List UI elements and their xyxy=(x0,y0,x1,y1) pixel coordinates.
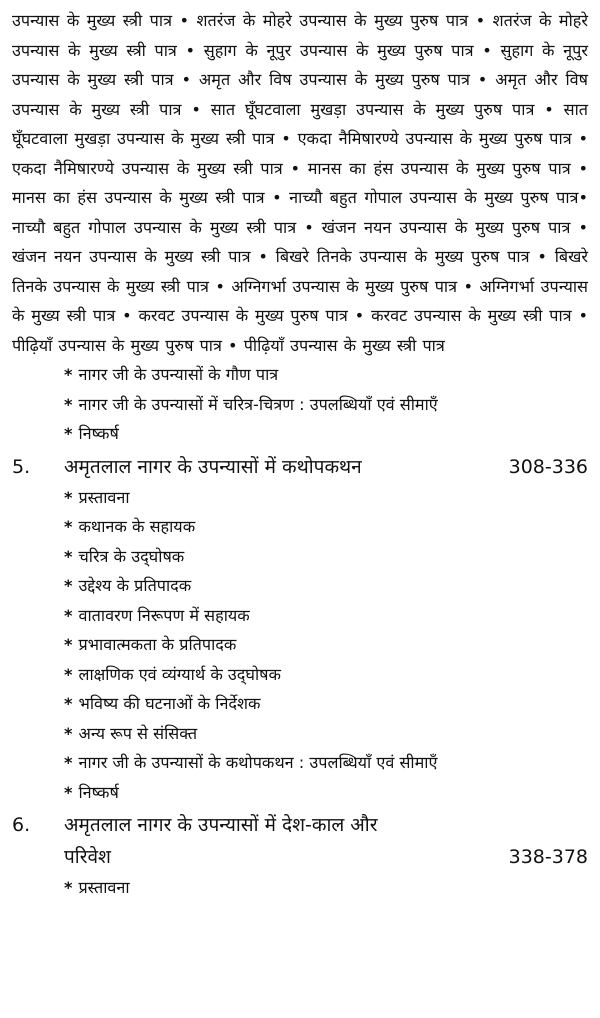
bullet-list-chapter5 xyxy=(12,483,588,808)
chapter-number: 5. xyxy=(12,455,31,478)
chapter-number: 6. xyxy=(12,814,31,836)
asterisk-icon: * xyxy=(64,424,73,443)
asterisk-icon: * xyxy=(64,394,73,414)
bullet-list-chapter6 xyxy=(12,873,588,903)
list-item: * नागर जी के उपन्यासों के कथोपकथन : उपलब्धियाँ एवं सीमाएँ xyxy=(64,753,438,772)
list-item: * वातावरण निरूपण में सहायक xyxy=(64,605,250,625)
chapter-title: अमृतलाल नागर के उपन्यासों में कथोपकथन xyxy=(64,455,362,478)
chapter-6-heading xyxy=(12,809,588,841)
asterisk-icon: * xyxy=(64,365,73,384)
chapter-page-range: 308-336 xyxy=(508,455,588,478)
list-item: * निष्कर्ष xyxy=(64,424,119,443)
asterisk-icon: * xyxy=(64,635,73,654)
list-item: * चरित्र के उद्‌घोषक xyxy=(64,546,185,566)
list-item: * प्रस्तावना xyxy=(64,487,130,507)
list-item: * लाक्षणिक एवं व्यंग्यार्थ के उद्‌घोषक xyxy=(64,664,281,684)
list-item: * भविष्य की घटनाओं के निर्देशक xyxy=(64,694,261,713)
chapter-title-line2: परिवेश xyxy=(64,846,111,868)
chapter-page-range: 338-378 xyxy=(508,846,588,868)
list-item: * नागर जी के उपन्यासों के गौण पात्र xyxy=(64,365,279,384)
bullet-list-chapter4-end xyxy=(12,360,588,449)
asterisk-icon: * xyxy=(64,753,73,772)
asterisk-icon: * xyxy=(64,517,73,536)
list-item: * कथानक के सहायक xyxy=(64,517,196,536)
asterisk-icon: * xyxy=(64,782,73,802)
asterisk-icon: * xyxy=(64,576,73,595)
list-item: * उद्देश्य के प्रतिपादक xyxy=(64,576,192,595)
chapter-title-line1: अमृतलाल नागर के उपन्यासों में देश-काल और xyxy=(64,814,378,836)
asterisk-icon: * xyxy=(64,605,73,625)
asterisk-icon: * xyxy=(64,487,73,507)
list-item: * नागर जी के उपन्यासों में चरित्र-चित्रण : उपलब्धियाँ एवं सीमाएँ xyxy=(64,394,438,414)
list-item: * प्रस्तावना xyxy=(64,878,130,897)
chapter-5-heading xyxy=(12,451,588,483)
list-item: * प्रभावात्मकता के प्रतिपादक xyxy=(64,635,237,654)
asterisk-icon: * xyxy=(64,546,73,566)
asterisk-icon: * xyxy=(64,723,73,743)
asterisk-icon: * xyxy=(64,694,73,713)
list-item: * निष्कर्ष xyxy=(64,782,119,802)
character-list-paragraph: उपन्यास के मुख्य स्त्री पात्र • शतरंज के मोहरे उपन्यास के मुख्य पुरुष पात्र • शतरंज के मोहरे उपन्यास के मुख्य स्त्री पात्र • सुहाग के नूपुर उपन्यास के मुख्य पुरुष पात्र • सुहाग के नूपुर उपन्यास के मुख्य स्त्री पात्र • अमृत और विष उपन्यास के मुख्य पुरुष पात्र • अमृत और विष उपन्यास के मुख्य स्त्री पात्र • सात घूँघटवाला मुखड़ा उपन्यास के मुख्य पुरुष पात्र • सात घूँघटवाला मुखड़ा उपन्यास के मुख्य स्त्री पात्र • एकदा नैमिषारण्ये उपन्यास के मुख्य पुरुष पात्र • एकदा नैमिषारण्ये उपन्यास के मुख्य स्त्री पात्र • मानस का हंस उपन्यास के मुख्य पुरुष पात्र • मानस का हंस उपन्यास के मुख्य स्त्री पात्र • नाच्यौ बहुत गोपाल उपन्यास के मुख्य पुरुष पात्र• नाच्यौ बहुत गोपाल उपन्यास के मुख्य स्त्री पात्र • खंजन नयन उपन्यास के मुख्य पुरुष पात्र • खंजन नयन उपन्यास के मुख्य स्त्री पात्र • बिखरे तिनके उपन्यास के मुख्य पुरुष पात्र • बिखरे तिनके उपन्यास के मुख्य स्त्री पात्र • अग्निगर्भा उपन्यास के मुख्य पुरुष पात्र • अग्निगर्भा उपन्यास के मुख्य स्त्री पात्र • करवट उपन्यास के मुख्य पुरुष पात्र • करवट उपन्यास के मुख्य स्त्री पात्र • पीढ़ियाँ उपन्यास के मुख्य पुरुष पात्र • पीढ़ियाँ उपन्यास के मुख्य स्त्री पात्र xyxy=(12,11,588,355)
chapter-6-heading-line2 xyxy=(12,841,588,873)
asterisk-icon: * xyxy=(64,664,73,684)
asterisk-icon: * xyxy=(64,878,73,897)
list-item: * अन्य रूप से संसिक्त xyxy=(64,723,198,743)
